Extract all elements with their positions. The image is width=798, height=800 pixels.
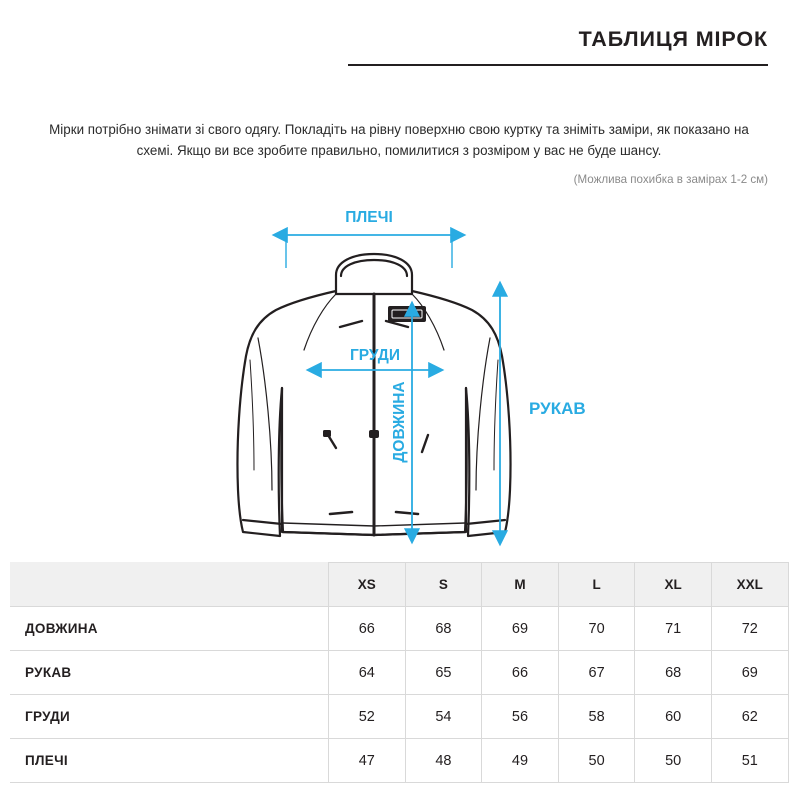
table-row (11, 739, 789, 783)
table-cell: 69 (482, 607, 559, 651)
jacket-outline (237, 254, 510, 536)
table-cell: 60 (635, 695, 712, 739)
label-sleeve: РУКАВ (529, 399, 586, 418)
table-col-header: L (558, 563, 635, 607)
table-col-header: M (482, 563, 559, 607)
table-corner-cell (11, 563, 329, 607)
table-col-header: S (405, 563, 482, 607)
table-header-row (11, 563, 789, 607)
table-cell: 58 (558, 695, 635, 739)
table-cell: 67 (558, 651, 635, 695)
table-cell: 52 (329, 695, 406, 739)
table-cell: 72 (711, 607, 788, 651)
table-row (11, 607, 789, 651)
intro-block (30, 120, 768, 189)
table-row-label: ДОВЖИНА (11, 607, 329, 651)
table-row-label: РУКАВ (11, 651, 329, 695)
table-row-label: ПЛЕЧІ (11, 739, 329, 783)
table-cell: 50 (558, 739, 635, 783)
table-cell: 64 (329, 651, 406, 695)
table-cell: 66 (482, 651, 559, 695)
table-col-header: XXL (711, 563, 788, 607)
table-cell: 48 (405, 739, 482, 783)
table-cell: 68 (405, 607, 482, 651)
header-divider (348, 64, 768, 66)
table-cell: 62 (711, 695, 788, 739)
table-cell: 71 (635, 607, 712, 651)
table-cell: 70 (558, 607, 635, 651)
table-cell: 54 (405, 695, 482, 739)
table-cell: 66 (329, 607, 406, 651)
page-header (348, 28, 768, 66)
label-chest: ГРУДИ (350, 347, 400, 364)
table-col-header: XL (635, 563, 712, 607)
jacket-diagram (0, 190, 798, 560)
intro-note: (Можлива похибка в замірах 1-2 см) (573, 172, 768, 186)
table-row (11, 695, 789, 739)
page-title: ТАБЛИЦЯ МІРОК (578, 27, 768, 51)
table-cell: 69 (711, 651, 788, 695)
label-length: ДОВЖИНА (391, 381, 408, 463)
table-cell: 49 (482, 739, 559, 783)
table-cell: 68 (635, 651, 712, 695)
label-shoulders: ПЛЕЧІ (345, 209, 393, 226)
size-table-wrap (10, 562, 788, 783)
size-table (10, 562, 789, 783)
intro-paragraph: Мірки потрібно знімати зі свого одягу. Покладіть на рівну поверхню свою куртку та зніміть заміри, як показано на схемі. Якщо ви все зробите правильно, помилитися з розміром у вас не буде шансу. (49, 122, 749, 158)
table-cell: 65 (405, 651, 482, 695)
table-cell: 51 (711, 739, 788, 783)
table-row-label: ГРУДИ (11, 695, 329, 739)
table-cell: 56 (482, 695, 559, 739)
table-cell: 47 (329, 739, 406, 783)
table-cell: 50 (635, 739, 712, 783)
table-row (11, 651, 789, 695)
table-col-header: XS (329, 563, 406, 607)
